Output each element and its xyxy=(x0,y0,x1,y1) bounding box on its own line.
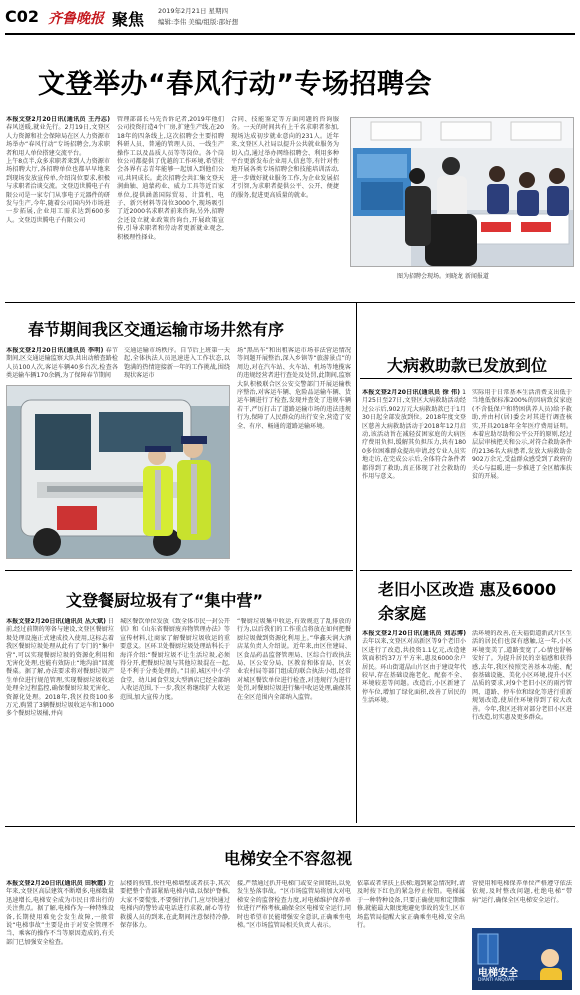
article2-headline: 春节期间我区交通运输市场井然有序 xyxy=(28,320,285,339)
article1-text2: 上午8点半,众多求职者来到人力资源市场招聘大厅,各招聘单位也都早早地来到现场发放宣传单,介绍岗位要求,积极与求职者洽谈交流。文登迈世腾电子有限公司是一家专门从事电子元器件的研发与生产,今年,随着公司国内外市场进一步拓展,企业用工需求达到600多人。文登迈世腾电子有限公司 xyxy=(6,158,110,224)
elevator-safety-graphic xyxy=(472,928,572,990)
article3-lead: 本报文登2月20日讯(通讯员 徐 伟) xyxy=(362,389,461,396)
masthead xyxy=(0,0,580,32)
article4-col3: “餐厨垃圾集中收运,有效规范了乱排放的行为,以后我们的工作重点将放在如何把餐厨垃圾做到资源化利用上。”华鑫天润大酒店某负责人介绍说。近年来,由区住建局、区食品药品监督管理局、区综合行政执法局、区公安分局、区教育和体育局、区农业农村局等部门组成的联合执法小组,经常对城区餐饮单位进行检查,对违规行为进行处罚,对餐厨垃圾进行集中收运处理,确保其在全区范围内全部纳入监管。 xyxy=(237,618,351,701)
job-fair-photo-drawing xyxy=(351,118,573,266)
article2-lead: 本报文登2月20日讯(通讯员 李明) xyxy=(6,347,104,354)
job-fair-caption: 图为招聘会现场。刘晓龙 新闻报道 xyxy=(397,273,489,280)
traffic-inspection-photo xyxy=(6,385,230,559)
article1-col1 xyxy=(6,116,110,294)
section-rule-2 xyxy=(5,570,353,571)
elevator-badge-subtitle: DIANTI ANQUAN xyxy=(478,978,515,983)
article1-col3: 合同、技能鉴定等方面问题的咨询服务。一天的时间共有上千名求职者参加,现场达成初步就业意向的231人。近年来,文登区人社局以提升公共就业服务为切入点,通过举办网络招聘会、利用多种平台更新发布企业用人信息等,有针对性地开展各类专场招聘会和技能培训活动,进一步做好就业服务工作,为企业发展招才引智,为求职者提供公平、公开、便捷的服务,促进更高质量的就业。 xyxy=(231,116,339,199)
section-name: 聚焦 xyxy=(112,10,145,29)
article5-lead: 本报文登2月20日讯(通讯员 刘志博) xyxy=(362,630,466,637)
article6-col5: 营使用和电梯保养单位严格遵守依法依规,及时整改问题,杜绝电梯“带病”运行,确保全区电梯安全运行。 xyxy=(472,880,572,904)
masthead-rule xyxy=(5,33,575,35)
article5-text1: 去年以来,文登区对高新区等9个老旧小区进行了改造,共投资1.1亿元,改造建筑面积约37万平方米,惠及6000余户居民。环山街道晶山片区由于建设年代较早,存在基础设施老化、配套不全、环境较差等问题。改造后,小区新建了停车位,增加了绿化面积,改善了居民的生活环境。 xyxy=(362,638,466,705)
article2-col2: 交通运输市场秩序。自节后上班第一天起,全体执法人员迅速进入工作状态,以饱满的热情迎接新一年的工作挑战,围绕现状客运市 xyxy=(124,347,230,380)
article1-headline: 文登举办“春风行动”专场招聘会 xyxy=(38,69,432,100)
article6-text1: 近年来,文登区高层建筑不断增多,电梯数量迅速增长,电梯安全成为市民日常出行的关注焦点。据了解,电梯作为一种特殊设备,长期使用难免会发生故障,一般常说“电梯事故”主要是由于对安全管理不当、乘客的操作不当等原因造成的,有关部门已加强安全检查。 xyxy=(6,880,114,946)
article3-rule xyxy=(360,378,572,379)
elevator-badge-title: 电梯安全 xyxy=(478,968,518,979)
traffic-inspection-drawing xyxy=(7,386,229,558)
section-rule-1 xyxy=(5,302,575,303)
article5-headline xyxy=(378,578,564,626)
article2-text1: 春节期间,区交通运输监察大队共出动稽查路检人员100人次,客运车辆40多台次,检查各类运输车辆170余辆,为了保障春节期间 xyxy=(6,347,118,380)
column-rule xyxy=(356,303,357,823)
editors-line: 编辑:李伟 美编/组版:邵好想 xyxy=(158,18,239,26)
article3-text1: 1月25日至27日,文登区大病救助活动经过公示后,902万元大病救助款已于1月30日起全部发放到位。2018年度文登区慈善大病救助活动于2018年12月启动,该活动旨在减轻贫困家庭的大病医疗费用负担,缓解其负担压力,共有1800多位困难群众提出申请,经专业人员实地走访,在完成公示后,全体符合条件者都得到了救助,真正体现了社会救助的作用与意义。 xyxy=(362,389,466,481)
article3-headline: 大病救助款已发放到位 xyxy=(387,356,548,375)
job-fair-photo xyxy=(350,117,574,267)
article6-col1 xyxy=(6,880,114,990)
article4-lead: 本报文登2月20日讯(通讯员 丛大斌) xyxy=(6,618,106,625)
article6-lead: 本报文登2月20日讯(通讯员 田秋霞) xyxy=(6,880,106,887)
article5-col2: 活环境的改善,在天福街道新武片区生活的居民们也深有感触,这一年,小区环境变美了,道路变宽了,心情也舒畅安好了。为提升居民的幸福感和获得感,去年,我区按照完善基本功能、配套基础设施、美化小区环境,提升小区品质的要求,对9个老旧小区的雨污管网、道路、停车位和绿化等进行重新规划改造,使居住环境得到了较大改善。今年,我区还将对部分老旧小区进行改造,切实惠及更多群众。 xyxy=(472,630,572,722)
article1-text1: 春风送暖,就业先行。2月19日,文登区人力资源和社会保障局在区人力资源市场举办“春风行动”专场招聘会,为求职者和用人单位搭建交流平台。 xyxy=(6,124,110,157)
article4-col2: 城区餐饮单位发放《致全体市民一封公开信》和《山东省餐厨废弃物管理办法》等宣传材料,让商家了解餐厨垃圾收运的重要意义。区环卫处餐厨垃圾处理站科长于海洋介绍:“餐厨垃圾不让生活垃圾,必须得分开,把餐厨垃圾与其他垃圾混在一起,是不利于分类处理的。”目前,城区中小学食堂、幼儿园食堂及大型酒店已经全部纳入收运范围,下一步,我区将继续扩大收运范围,加大宣传力度。 xyxy=(120,618,230,701)
article4-col1 xyxy=(6,618,114,818)
article6-headline: 电梯安全不容忽视 xyxy=(224,849,353,868)
article2-col3: 场“黑出车”和出租客运市场非法营运情况等问题开展整治,深入乡镇等“旅游景点”的周边,对在汽车站、火车站、机场等地揽客的违规经营者进行查处及处罚,此期间,监察大队积极联合区公安交警部门开展运输秩序整治,对客运车辆、危险品运输车辆、货运车辆进行了检查,发现并查处了违规车辆若干,严厉打击了道路运输市场的违法违规行为,保障了人民群众的出行安全,营造了安全、有序、畅通的道路运输环境。 xyxy=(237,347,351,430)
article1-lead: 本报文登2月20日讯(通讯员 王丹志) xyxy=(6,116,110,123)
article3-col1 xyxy=(362,389,466,565)
page-number: C02 xyxy=(5,7,40,26)
article4-text1: 日前,经过前期的筹备与建设,文登区餐厨垃圾处理设施正式建成投入使用,这标志着我区餐厨垃圾处理从此有了专门的“集中营”,可以实现餐厨垃圾的资源化利用和无害化处理,也能有效防止“地沟油”回流餐桌。据了解,办法要求将对餐厨垃圾产生单位进行规范管理,实现餐厨垃圾收运处理全过程监控,确保餐厨垃圾无害化、资源化处理。2018年,我区投资100多万元,购置了3辆餐厨垃圾收运车和1000多个餐厨垃圾桶,并向 xyxy=(6,618,114,718)
section-rule-3 xyxy=(360,570,572,571)
article3-col2: 实际用于日常基本生活消费支出低于当地低保标准200%的因病致贫家庭(不含低保户和特困供养人员)给予救助,并由村(居)委会对其进行调查核实,开具2018年全年医疗费用证明。本着应助尽助和公平公开的原则,经过层层审核把关和公示,对符合救助条件的2136名大病患者,发放大病救助金902万余元,受益群众感受到了政府的关心与温暖,进一步推进了全区精准扶贫的开展。 xyxy=(472,389,572,481)
issue-date: 2019年2月21日 星期四 xyxy=(158,7,229,15)
article6-col2: 层楼的按钮,快往电梯墙壁或者扶手,其次要把整个背部紧贴电梯内墙,以保护脊椎,大家不要慌张,不要强行扒门,应尽快通过电梯内的警铃或电话进行求救,耐心等待救援人员的到来,在此期间注意保持冷静,保存体力。 xyxy=(120,880,230,930)
article4-headline: 文登餐厨垃圾有了“集中营” xyxy=(66,591,264,610)
section-rule-4 xyxy=(5,826,575,827)
paper-logo: 齐鲁晚报 xyxy=(48,11,104,27)
article5-col1 xyxy=(362,630,466,820)
article5-headline-text: 老旧小区改造 惠及6000余家庭 xyxy=(378,580,557,623)
article6-col3: 接,严禁通过扒开电梯门或安全窗爬出,以免发生坠落事故。“区市场监管局将加大对电梯安全的监督检查力度,对电梯维护保养单位进行严格考核,确保全区电梯安全运行,同时也希望市民能增强安全意识,正确乘坐电梯。”区市场监管局相关负责人表示。 xyxy=(237,880,351,930)
article6-col4: 依靠或者拿扶上扶梯;遇到紧急情况时,请及时按下红色的紧急停止按钮。电梯属于一种特种设备,只要正确使用和定期维修,就能最大限度地避免事故的发生,区市场监管局提醒大家正确乘坐电梯,安全出行。 xyxy=(357,880,465,930)
article2-col1 xyxy=(6,347,118,381)
article1-col2: 管理部部长马先吾诉记者,2019年他们公司投资打造4个厂房,扩建生产线,在2018年的四条线上,这次招聘会主要招聘科研人员、普通的管理人员、一线生产操作工以及品质人员等等岗位。各个岗位公司都提供了优越的工作环境,希望社会各界有志青年能够一起加入到他们公司,共同成长。此次招聘会共汇集文登天润曲轴、迪蒙药业、威力工具等近百家单位,提供涵盖国际贸易、计算机、电子、新兴材料等岗位3000个,现场吸引了近2000名求职者前来咨询,另外,招聘会还设立就业政策咨询台,开展政策宣传,引导求职者和劳动者更新就业观念,积极理性择业。 xyxy=(117,116,224,241)
